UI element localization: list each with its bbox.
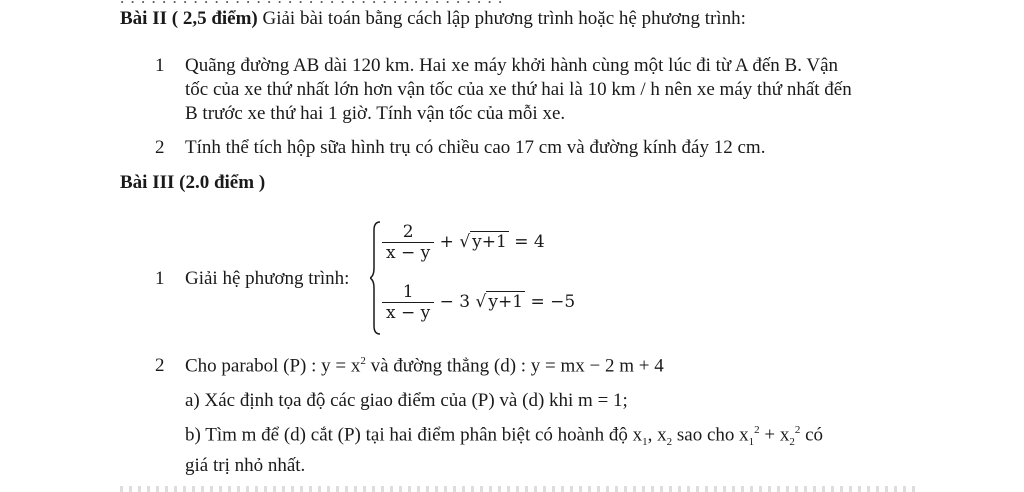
equation-2 bbox=[382, 282, 575, 323]
bai3-part-b-line2: giá trị nhỏ nhất. bbox=[185, 455, 306, 476]
eq1-numerator: 2 bbox=[402, 222, 414, 242]
eq2-sqrt-arg: y+1 bbox=[488, 292, 524, 312]
bai2-heading: Bài II ( 2,5 điểm) bbox=[120, 8, 258, 29]
bai2-q1-number: 1 bbox=[155, 55, 165, 76]
part-b-1: b) Tìm m để (d) cắt (P) tại hai điểm phân biệt có hoành độ x bbox=[185, 424, 643, 446]
bai2-q1-line2: tốc của xe thứ nhất lớn hơn vận tốc của xe thứ hai là 10 km / h nên xe máy thứ nhất đến bbox=[185, 79, 852, 100]
part-b-sub1: 1 bbox=[642, 436, 648, 449]
eq1-fraction bbox=[382, 222, 434, 263]
bai3-q2-text bbox=[185, 355, 664, 377]
eq1-sqrt-arg: y+1 bbox=[472, 232, 507, 252]
bai3-q1-label: Giải hệ phương trình: bbox=[185, 268, 350, 289]
bai2-line bbox=[120, 8, 746, 30]
bai3-part-a: a) Xác định tọa độ các giao điểm của (P) và (d) khi m = 1; bbox=[185, 390, 628, 411]
eq2-rhs: = −5 bbox=[530, 292, 576, 312]
eq2-numerator: 1 bbox=[402, 282, 414, 302]
eq1-rhs: = 4 bbox=[514, 232, 545, 252]
part-b-4: + x bbox=[759, 424, 790, 446]
eq2-minus: − 3 bbox=[439, 292, 471, 312]
bai3-q1-number: 1 bbox=[155, 268, 165, 289]
bai3-part-b: b) Tìm m để (d) cắt (P) tại hai điểm phân biệt có hoành độ $x_1$, $x_2$ sao cho $x_1^2 + x_2^2$ có bbox=[185, 424, 824, 449]
equation-1 bbox=[382, 222, 545, 263]
part-b-3: sao cho x bbox=[672, 424, 749, 446]
eq2-fraction bbox=[382, 282, 434, 323]
part-b-5: có bbox=[800, 424, 824, 446]
bai3-q2-number: 2 bbox=[155, 355, 165, 376]
part-b-sub2: 2 bbox=[666, 436, 673, 449]
eq1-denominator: x − y bbox=[382, 242, 434, 263]
part-b-2: , x bbox=[647, 424, 667, 446]
q2-sup: 2 bbox=[360, 355, 366, 367]
sqrt-icon: √ bbox=[475, 292, 487, 312]
cropped-top-line bbox=[120, 0, 503, 8]
cropped-bottom-line bbox=[120, 486, 920, 492]
bai2-q1-line1: Quãng đường AB dài 120 km. Hai xe máy khởi hành cùng một lúc đi từ A đến B. Vận bbox=[185, 55, 839, 76]
left-brace-icon bbox=[370, 220, 382, 336]
bai3-heading: Bài III (2.0 điểm ) bbox=[120, 172, 266, 193]
bai2-intro: Giải bài toán bằng cách lập phương trình hoặc hệ phương trình: bbox=[262, 8, 746, 29]
equation-system bbox=[370, 220, 576, 336]
sqrt-icon: √ bbox=[459, 232, 471, 252]
q2-text-b: và đường thẳng (d) : y = mx − 2 m + 4 bbox=[365, 355, 664, 377]
eq1-plus: + bbox=[439, 232, 454, 252]
eq2-denominator: x − y bbox=[382, 302, 434, 323]
bai2-q1-line3: B trước xe thứ hai 1 giờ. Tính vận tốc của mỗi xe. bbox=[185, 103, 566, 124]
bai2-q2-text: Tính thể tích hộp sữa hình trụ có chiều cao 17 cm và đường kính đáy 12 cm. bbox=[185, 137, 766, 158]
q2-text-a: Cho parabol (P) : y = x bbox=[185, 355, 361, 377]
bai2-q2-number: 2 bbox=[155, 137, 165, 158]
